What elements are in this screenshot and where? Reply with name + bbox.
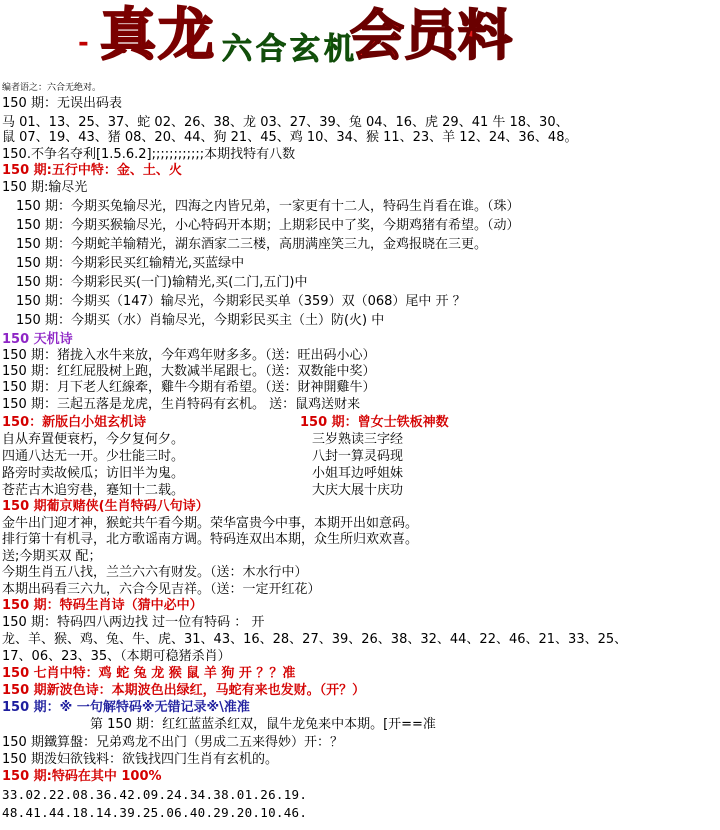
text-line: 150 期鐵算盤：兄弟鸡龙不出门（男成二五来得妙）开：？: [2, 735, 343, 750]
number-line: 48.41.44.18.14.39.25.06.40.29.20.10.46.: [2, 805, 308, 820]
text-line: 路旁时卖故候瓜；访旧半为鬼。: [2, 466, 185, 481]
text-line: 鼠 07、19、43、猪 08、20、44、狗 21、45、鸡 10、34、猴 11、23、羊 12、24、36、48。: [2, 130, 578, 145]
section-heading: 150 期:特码在其中 100%: [2, 769, 162, 784]
section-heading: 150 期：※ 一句解特码※无错记录※\准准: [2, 700, 250, 715]
text-line: 送;今期买双 配；: [2, 549, 102, 564]
section-heading: 150 期：曾女士铁板神数: [300, 415, 449, 430]
text-line: 150 期：三起五落是龙虎，生肖特码有玄机。 送：鼠鸡送财来: [2, 397, 361, 412]
text-line: 150 期：今期买兔输尽光，四海之内皆兄弟，一家更有十二人，特码生肖看在谁。（珠）: [16, 199, 520, 214]
text-line: 150 期:输尽光: [2, 180, 88, 195]
number-line: 33.02.22.08.36.42.09.24.34.38.01.26.19.: [2, 787, 308, 802]
section-heading: 150 期葡京赌侠(生肖特码八句诗）: [2, 499, 209, 514]
text-line: 今期生肖五八找，兰兰六六有财发。（送：木水行中）: [2, 565, 308, 580]
text-line: 三岁熟读三字经: [312, 432, 404, 447]
text-line: 本期出码看三六九，六合今见吉祥。（送：一定开红花）: [2, 582, 321, 597]
banner-dash: -: [78, 28, 89, 58]
banner-title-char-1: 真: [100, 2, 156, 68]
text-line: 苍茫古木追穷巷，蹇知十二载。: [2, 483, 185, 498]
text-line: 小姐耳边呼姐妹: [312, 466, 404, 481]
section-heading: 150 天机诗: [2, 332, 73, 347]
text-line: 150 期：今期蛇羊输精光，湖东酒家二三楼，高朋满座笑三九，金鸡报晓在三更。: [16, 237, 487, 252]
banner-subtitle: 六合玄机: [222, 32, 358, 67]
text-line: 金牛出门迎才神，猴蛇共午看今期。荣华富贵今中事，本期开出如意码。: [2, 516, 419, 531]
text-line: 150 期：今期彩民买(一门)输精光,买(二门,五门)中: [16, 275, 308, 290]
text-line: 150.不争名夺利[1.5.6.2];;;;;;;;;;;;本期找特有八数: [2, 147, 296, 162]
text-line: 150 期：今期买猴输尽光，小心特码开本期；上期彩民中了奖，今期鸡猪有希望。（动）: [16, 218, 520, 233]
text-line: 大庆大展十庆功: [312, 483, 404, 498]
section-heading: 150：新版白小姐玄机诗: [2, 415, 147, 430]
banner-title-tail: 会员料: [350, 4, 512, 67]
text-line: 四通八达无一开。少壮能三时。: [2, 449, 185, 464]
text-line: 自从弃置便衰朽，今夕复何夕。: [2, 432, 185, 447]
section-heading: 150 期：特码生肖诗（猜中必中）: [2, 598, 203, 613]
text-line: 150 期：猪拢入水牛来放，今年鸡年财多多。（送：旺出码小心）: [2, 348, 376, 363]
section-heading: 150 七肖中特：鸡 蛇 兔 龙 猴 鼠 羊 狗 开 ？？准: [2, 666, 296, 681]
text-line: 17、06、23、35、（本期可稳猪杀肖）: [2, 649, 231, 664]
text-line: 150 期：今期买（147）输尽光，今期彩民买单（359）双（068）尾中 开 ？: [16, 294, 466, 309]
text-line: 150 期：红红屁股树上跑，大数减半尾跟七。（送：双数能中奖）: [2, 364, 376, 379]
text-line: 150 期：无误出码表: [2, 96, 122, 111]
text-line: 龙、羊、猴、鸡、兔、牛、虎、31、43、16、28、27、39、26、38、32、44、22、46、21、33、25、: [2, 632, 628, 647]
text-line: 150 期：月下老人红線牽，雞牛今期有希望。（送：財神開雞牛）: [2, 380, 376, 395]
text-line: 马 01、13、25、37、蛇 02、26、38、龙 03、27、39、兔 04、16、虎 29、41 牛 18、30、: [2, 115, 569, 130]
text-line: 150 期：今期买（水）肖输尽光，今期彩民买主（土）防(火) 中: [16, 313, 385, 328]
section-heading: 150 期新波色诗：本期波色出绿红，马蛇有来也发财。（开？）: [2, 683, 366, 698]
text-line: 第 150 期：红红蓝蓝杀红双，鼠牛龙兔来中本期。[开==准: [90, 717, 436, 732]
text-line: 八封一算灵码现: [312, 449, 404, 464]
text-line: 150 期：今期彩民买红输精光,买蓝绿中: [16, 256, 245, 271]
text-line: 排行第十有机寻，北方歌谣南方调。特码连双出本期，众生所归欢欢喜。: [2, 532, 419, 547]
header-banner: [0, 0, 720, 78]
text-line: 150 期：特码四八两边找 过一位有特码 ： 开: [2, 615, 265, 630]
editor-note: 编者语之：六合无绝对。: [2, 83, 102, 93]
section-heading: 150 期:五行中特：金、土、火: [2, 163, 182, 178]
banner-title-char-2: 龙: [158, 2, 214, 68]
text-line: 150 期泼妇欲钱料：欲钱找四门生肖有玄机的。: [2, 752, 278, 767]
